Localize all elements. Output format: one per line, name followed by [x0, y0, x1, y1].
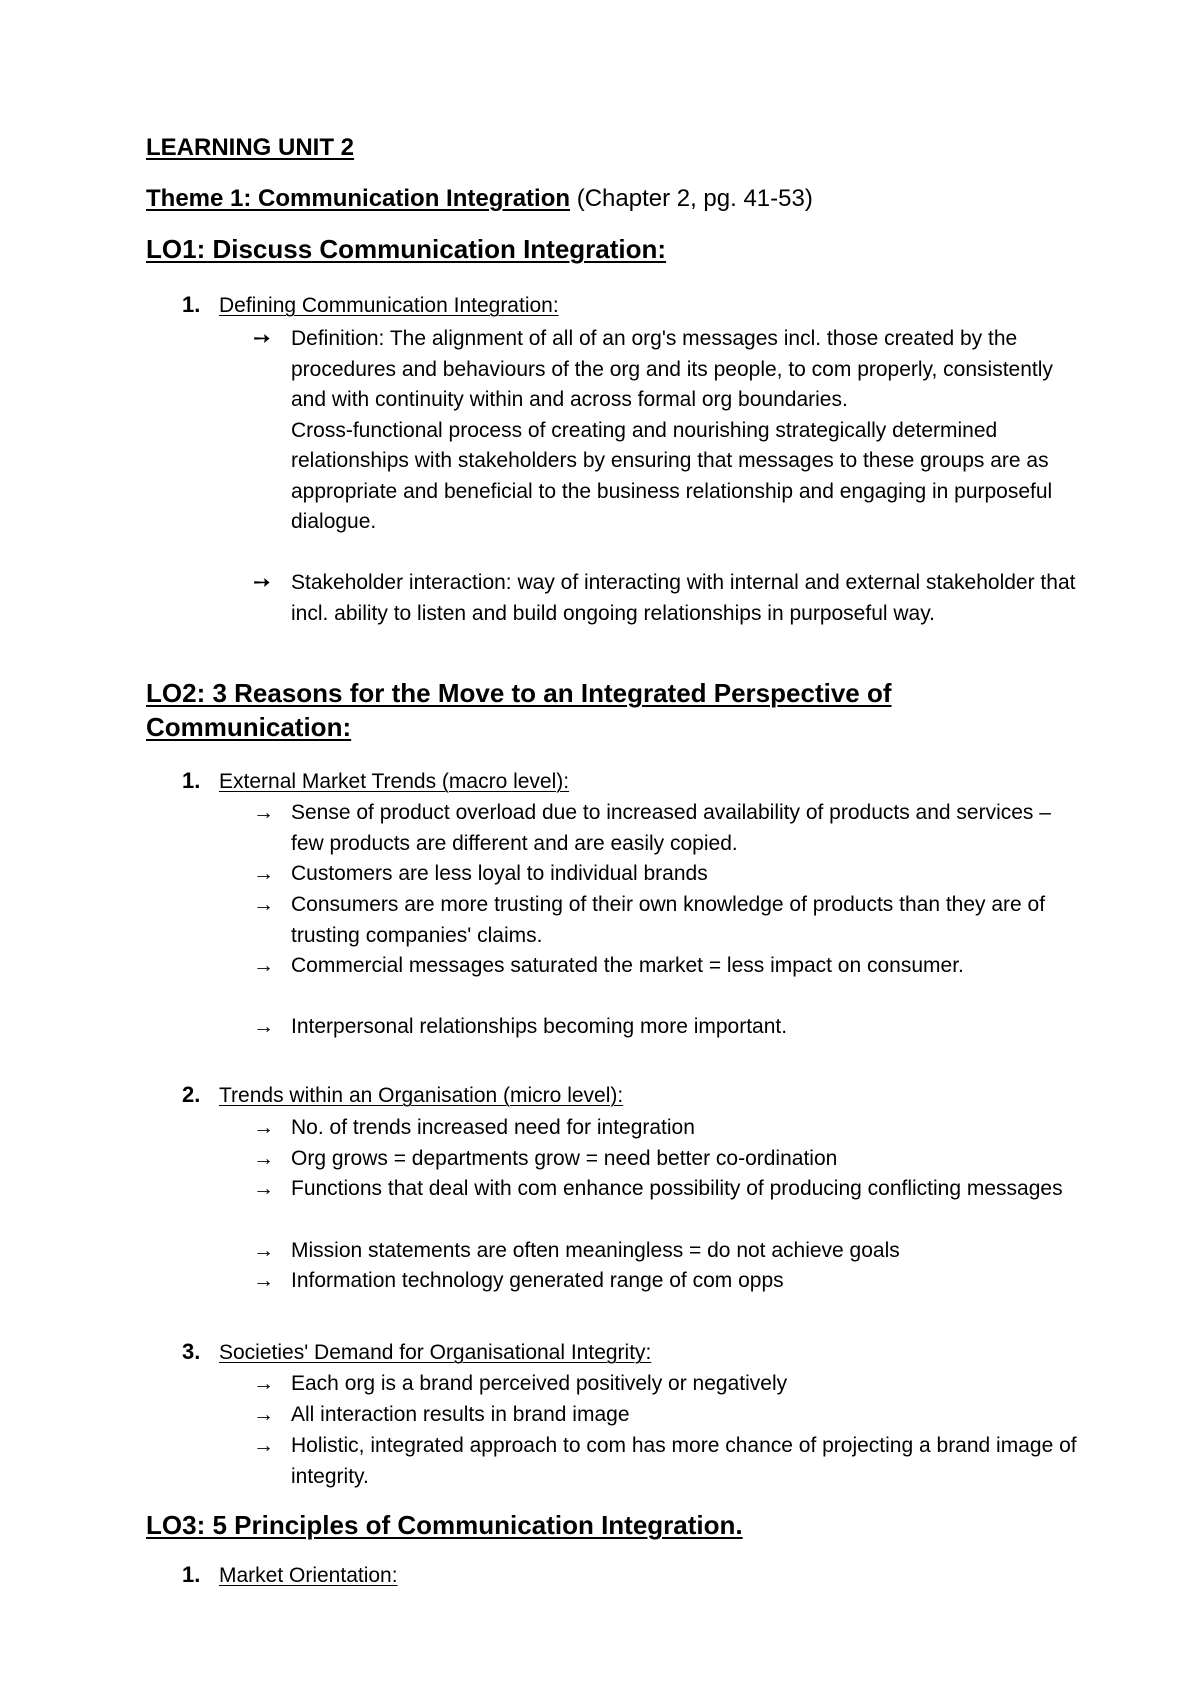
lo3-heading: LO3: 5 Principles of Communication Integration.	[146, 1510, 743, 1540]
bullet-text: No. of trends increased need for integration	[291, 1116, 695, 1139]
arrow-icon: →	[253, 1403, 274, 1426]
arrow-icon: →	[253, 954, 274, 977]
bullet	[253, 1113, 1083, 1144]
arrow-icon: ➙	[253, 571, 271, 594]
page-title: LEARNING UNIT 2	[146, 134, 355, 161]
bullet	[253, 568, 1083, 629]
bullet-text: Org grows = departments grow = need better co-ordination	[291, 1147, 838, 1170]
bullet-text: Definition: The alignment of all of an org's messages incl. those created by the procedures and behaviours of the org and its people, to com properly, consistently and with continuity within and across formal org boundaries.	[291, 327, 1053, 411]
bullet	[253, 1266, 1083, 1297]
theme-label: Theme 1: Communication Integration	[146, 185, 571, 212]
bullet-text: Stakeholder interaction: way of interacting with internal and external stakeholder that incl. ability to listen and build ongoing relationships in purposeful way.	[291, 571, 1076, 625]
lo2-item-1	[182, 766, 569, 797]
bullet	[253, 1144, 1083, 1175]
lo2-heading-line2: Communication:	[146, 712, 352, 742]
bullet-text: Interpersonal relationships becoming more important.	[291, 1015, 788, 1038]
item-number: 3.	[182, 1339, 201, 1364]
item-title: Market Orientation:	[219, 1564, 398, 1587]
item-number: 1.	[182, 292, 201, 317]
item-number: 2.	[182, 1082, 201, 1107]
bullet	[253, 890, 1083, 951]
lo2-heading-line1: LO2: 3 Reasons for the Move to an Integrated Perspective of	[146, 678, 892, 708]
lo2-item-3	[182, 1337, 651, 1368]
bullet	[253, 859, 1083, 890]
lo1-heading: LO1: Discuss Communication Integration:	[146, 234, 667, 264]
bullet-text: Commercial messages saturated the market = less impact on consumer.	[291, 954, 964, 977]
item-title: Defining Communication Integration:	[219, 294, 559, 317]
lo2-item-2	[182, 1080, 623, 1111]
arrow-icon: →	[253, 1015, 274, 1038]
bullet-text: Consumers are more trusting of their own knowledge of products than they are of trusting companies' claims.	[291, 893, 1046, 947]
arrow-icon: →	[253, 1116, 274, 1139]
theme-line	[146, 185, 813, 213]
bullet	[253, 1369, 1083, 1400]
item-title: External Market Trends (macro level):	[219, 770, 570, 793]
bullet-continuation: Cross-functional process of creating and nourishing strategically determined relationships with stakeholders by ensuring that messages to these groups are as appropriate and beneficial to the business relationship and engaging in purposeful dialogue.	[291, 418, 1053, 533]
lo2-heading	[146, 676, 892, 744]
bullet	[253, 951, 1083, 982]
bullet-text: Holistic, integrated approach to com has more chance of projecting a brand image of integrity.	[291, 1434, 1077, 1488]
arrow-icon: →	[253, 893, 274, 916]
item-title: Trends within an Organisation (micro level):	[219, 1084, 624, 1107]
bullet	[253, 324, 1083, 538]
item-number: 1.	[182, 1562, 201, 1587]
item-title: Societies' Demand for Organisational Integrity:	[219, 1341, 652, 1364]
arrow-icon: →	[253, 801, 274, 824]
lo3-item-1	[182, 1560, 398, 1591]
bullet-text: Each org is a brand perceived positively or negatively	[291, 1372, 788, 1395]
bullet	[253, 1400, 1083, 1431]
bullet	[253, 1174, 1083, 1205]
lo1-item-1	[182, 290, 559, 321]
bullet-text: Functions that deal with com enhance possibility of producing conflicting messages	[291, 1177, 1063, 1200]
bullet-text: Information technology generated range of com opps	[291, 1269, 784, 1292]
bullet	[253, 798, 1083, 859]
bullet	[253, 1236, 1083, 1267]
bullet-text: All interaction results in brand image	[291, 1403, 630, 1426]
bullet	[253, 1431, 1083, 1492]
arrow-icon: →	[253, 1239, 274, 1262]
arrow-icon: →	[253, 1177, 274, 1200]
arrow-icon: →	[253, 862, 274, 885]
bullet-text: Mission statements are often meaningless = do not achieve goals	[291, 1239, 900, 1262]
arrow-icon: →	[253, 1269, 274, 1292]
arrow-icon: ➙	[253, 327, 271, 350]
arrow-icon: →	[253, 1434, 274, 1457]
bullet	[253, 1012, 1083, 1043]
item-number: 1.	[182, 768, 201, 793]
bullet-text: Sense of product overload due to increased availability of products and services – few products are different and are easily copied.	[291, 801, 1051, 855]
theme-reference: (Chapter 2, pg. 41-53)	[576, 185, 813, 212]
arrow-icon: →	[253, 1147, 274, 1170]
arrow-icon: →	[253, 1372, 274, 1395]
bullet-text: Customers are less loyal to individual brands	[291, 862, 708, 885]
